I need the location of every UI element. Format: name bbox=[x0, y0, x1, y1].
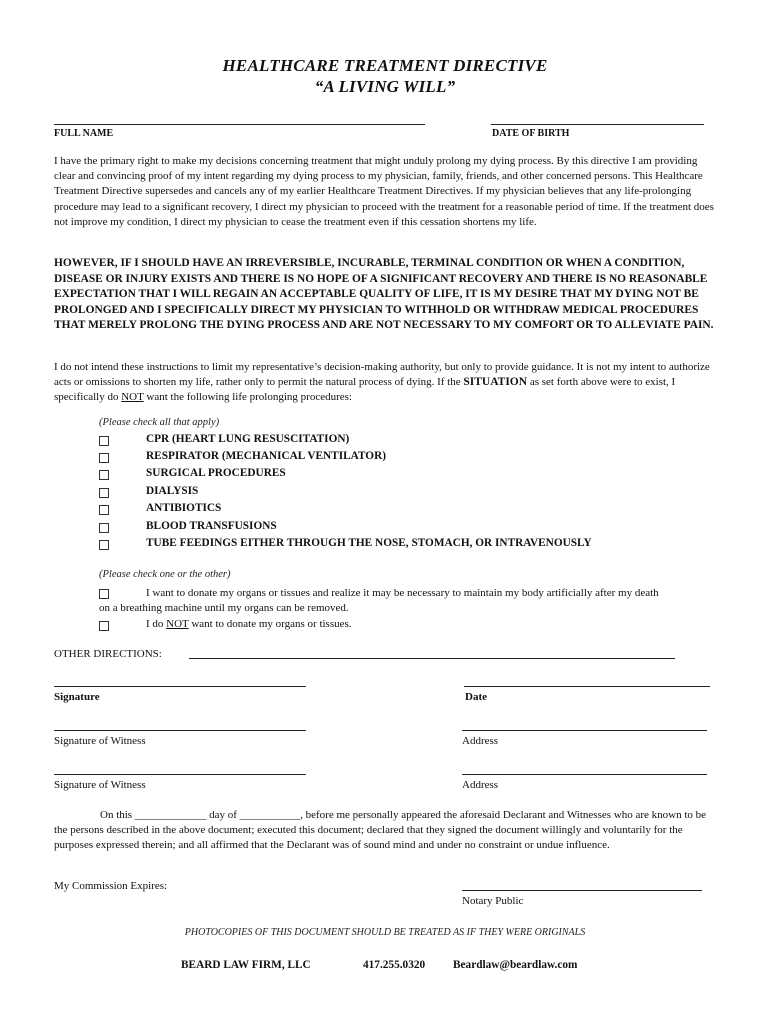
organ-no-donate-option[interactable] bbox=[99, 618, 499, 634]
no-donate-post: want to donate my organs or tissues. bbox=[188, 618, 352, 630]
firm-name: BEARD LAW FIRM, LLC bbox=[181, 959, 311, 971]
date-line[interactable] bbox=[464, 686, 710, 687]
procedure-label: DIALYSIS bbox=[146, 485, 199, 497]
checkbox[interactable] bbox=[99, 436, 109, 446]
firm-email[interactable]: Beardlaw@beardlaw.com bbox=[453, 959, 578, 971]
firm-phone: 417.255.0320 bbox=[363, 959, 426, 971]
procedure-label: BLOOD TRANSFUSIONS bbox=[146, 520, 277, 532]
no-donate-not: NOT bbox=[166, 618, 189, 630]
checkbox[interactable] bbox=[99, 488, 109, 498]
witness2-signature-line[interactable] bbox=[54, 774, 306, 775]
witness2-address-line[interactable] bbox=[462, 774, 707, 775]
date-of-birth-field[interactable] bbox=[491, 124, 704, 125]
procedure-label: CPR (HEART LUNG RESUSCITATION) bbox=[146, 433, 350, 445]
address1-label: Address bbox=[462, 735, 499, 747]
notary-public-label: Notary Public bbox=[462, 895, 524, 907]
procedure-label: RESPIRATOR (MECHANICAL VENTILATOR) bbox=[146, 450, 386, 462]
procedures-hint: (Please check all that apply) bbox=[99, 417, 220, 428]
notary-signature-line[interactable] bbox=[462, 890, 702, 891]
other-directions-label: OTHER DIRECTIONS: bbox=[54, 648, 162, 660]
guidance-paragraph bbox=[54, 360, 718, 406]
address2-label: Address bbox=[462, 779, 499, 791]
situation-word: SITUATION bbox=[463, 376, 528, 389]
witness1-signature-line[interactable] bbox=[54, 730, 306, 731]
procedure-label: SURGICAL PROCEDURES bbox=[146, 467, 286, 479]
checkbox[interactable] bbox=[99, 540, 109, 550]
donate-text-line2: on a breathing machine until my organs can be removed. bbox=[99, 602, 349, 614]
signature-line[interactable] bbox=[54, 686, 306, 687]
procedure-label: TUBE FEEDINGS EITHER THROUGH THE NOSE, STOMACH, OR INTRAVENOUSLY bbox=[146, 537, 592, 549]
not-word: NOT bbox=[121, 391, 144, 404]
checkbox[interactable] bbox=[99, 589, 109, 599]
date-of-birth-label: DATE OF BIRTH bbox=[492, 128, 570, 139]
checkbox[interactable] bbox=[99, 505, 109, 515]
checkbox[interactable] bbox=[99, 523, 109, 533]
no-donate-pre: I do bbox=[146, 618, 167, 630]
document-title: HEALTHCARE TREATMENT DIRECTIVE bbox=[222, 56, 548, 75]
full-name-field[interactable] bbox=[54, 124, 425, 125]
guidance-text-2: as set forth above were to exist, I specifically do bbox=[54, 376, 676, 404]
photocopy-notice: PHOTOCOPIES OF THIS DOCUMENT SHOULD BE TREATED AS IF THEY WERE ORIGINALS bbox=[184, 927, 586, 938]
procedure-label: ANTIBIOTICS bbox=[146, 502, 222, 514]
date-label: Date bbox=[465, 691, 487, 703]
guidance-text-3: want the following life prolonging procedures: bbox=[143, 391, 352, 404]
witness2-label: Signature of Witness bbox=[54, 779, 146, 791]
signature-label: Signature bbox=[54, 691, 100, 703]
checkbox[interactable] bbox=[99, 470, 109, 480]
commission-expires-label: My Commission Expires: bbox=[54, 880, 168, 892]
organ-hint: (Please check one or the other) bbox=[99, 569, 231, 580]
guidance-text-1: I do not intend these instructions to limit my representative’s decision-making authority, but only to provide guidance. It is not my intent to authorize acts or omissions to shorten my life, rather only to permit the natural process of dying. If the bbox=[54, 361, 710, 389]
notary-paragraph: On this _____________ day of ___________, before me personally appeared the aforesaid Declarant and Witnesses who are known to be the persons described in the above document; executed this document; declared that they signed the document willingly and voluntarily for the purposes expressed therein; and all affirmed that the Declarant was of sound mind and under no constraint or undue influence. bbox=[54, 809, 707, 852]
intro-paragraph: I have the primary right to make my decisions concerning treatment that might unduly prolong my dying process. By this directive I am providing clear and convincing proof of my intent regarding my dying process to my physician, family, friends, and other concerned persons. This Healthcare Treatment Directive supersedes and cancels any of my earlier Healthcare Treatment Directives. If my physician believes that any life-prolonging procedure may lead to a significant recovery, I direct my physician to proceed with the treatment for a reasonable period of time. If the treatment does not improve my condition, I direct my physician to cease the treatment even if this cessation shortens my life. bbox=[54, 155, 714, 228]
no-donate-text bbox=[146, 618, 352, 630]
full-name-label: FULL NAME bbox=[54, 128, 114, 139]
witness1-address-line[interactable] bbox=[462, 730, 707, 731]
other-directions-field[interactable] bbox=[189, 658, 675, 659]
document-subtitle: “A LIVING WILL” bbox=[314, 77, 456, 96]
checkbox[interactable] bbox=[99, 453, 109, 463]
donate-text-line1: I want to donate my organs or tissues and realize it may be necessary to maintain my body artificially after my death bbox=[146, 587, 659, 599]
checkbox[interactable] bbox=[99, 621, 109, 631]
witness1-label: Signature of Witness bbox=[54, 735, 146, 747]
terminal-condition-paragraph: HOWEVER, IF I SHOULD HAVE AN IRREVERSIBLE, INCURABLE, TERMINAL CONDITION OR WHEN A CONDITION, DISEASE OR INJURY EXISTS AND THERE IS NO HOPE OF A SIGNIFICANT RECOVERY AND THERE IS NO REASONABLE EXPECTATION THAT I WILL REGAIN AN ACCEPTABLE QUALITY OF LIFE, IT IS MY DESIRE THAT MY DYING NOT BE PROLONGED AND I SPECIFICALLY DIRECT MY PHYSICIAN TO WITHHOLD OR WITHDRAW MEDICAL PROCEDURES THAT MERELY PROLONG THE DYING PROCESS AND ARE NOT NECESSARY TO MY COMFORT OR TO ALLEVIATE PAIN. bbox=[54, 257, 714, 332]
